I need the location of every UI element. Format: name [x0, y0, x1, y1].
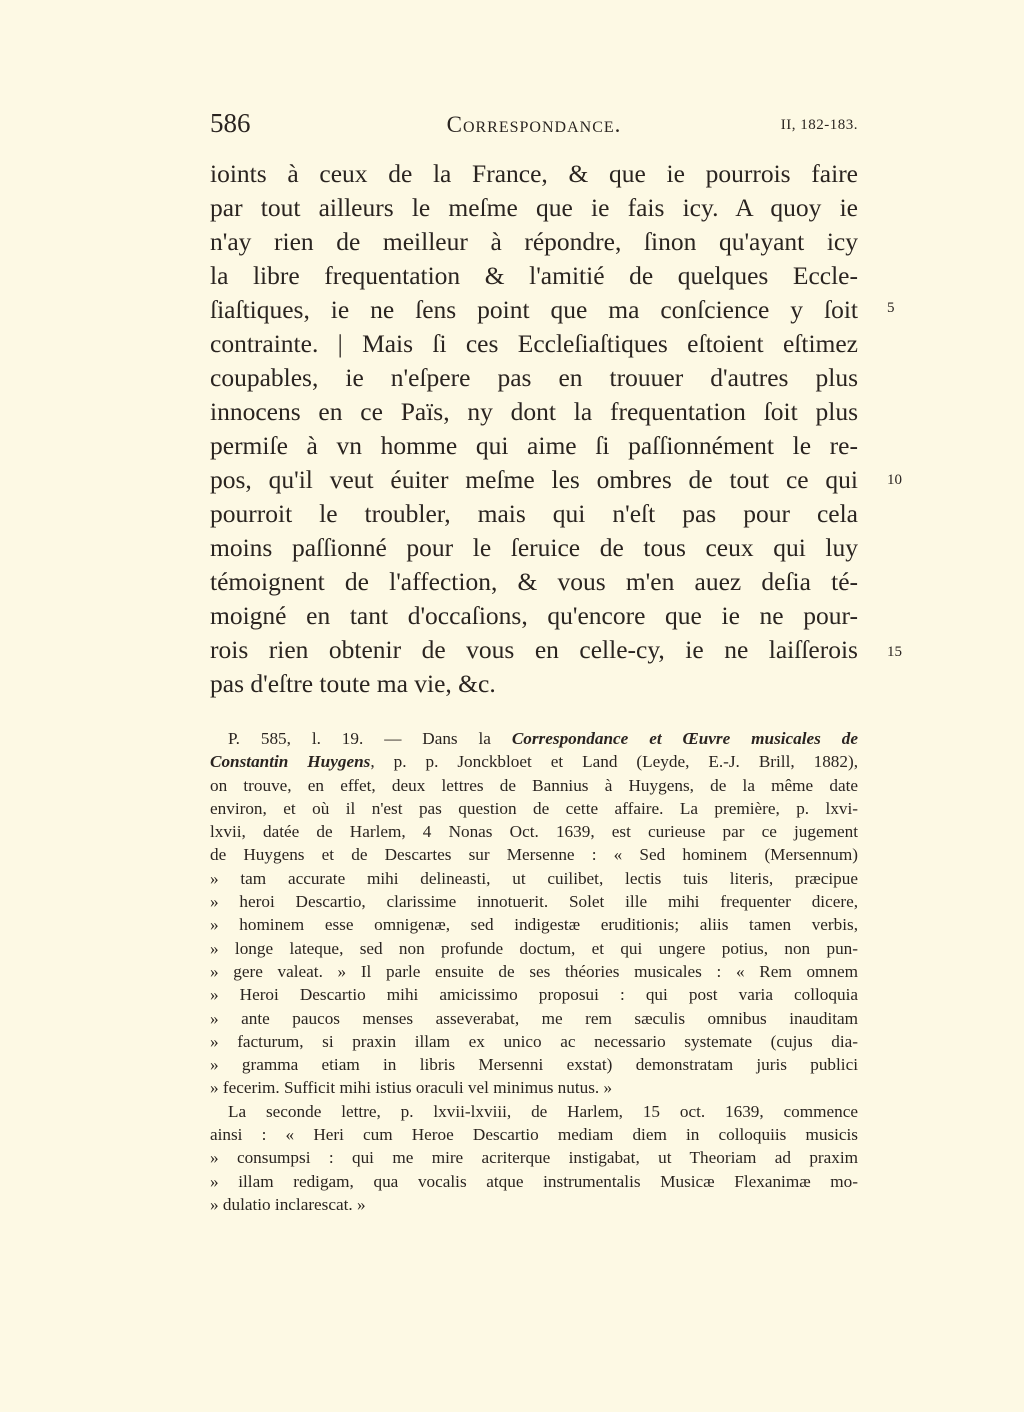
- text-line: témoignent de l'affection, & vous m'en auez deſia té-: [210, 567, 858, 596]
- text-line: contrainte. | Mais ſi ces Eccleſiaſtiques eſtoient eſtimez: [210, 329, 858, 358]
- text-line: pourroit le troubler, mais qui n'eſt pas pour cela: [210, 499, 858, 528]
- text-line: pas d'eſtre toute ma vie, &c.: [210, 669, 496, 698]
- text-line: ioints à ceux de la France, & que ie pourrois faire: [210, 159, 858, 188]
- footnote-line: » hominem esse omnigenæ, sed indigestæ eruditionis; aliis tamen verbis,: [210, 915, 858, 935]
- footnote-line: » Heroi Descartio mihi amicissimo proposui : qui post varia colloquia: [210, 985, 858, 1005]
- text-line: par tout ailleurs le meſme que ie fais icy. A quoy ie: [210, 193, 858, 222]
- text-line: rois rien obtenir de vous en celle-cy, ie ne laiſſerois: [210, 635, 858, 664]
- text-line: innocens en ce Païs, ny dont la frequentation ſoit plus: [210, 397, 858, 426]
- line-number-marker: 5: [887, 300, 895, 316]
- running-title: Correspondance.: [446, 112, 622, 137]
- footnote-line: » ante paucos menses asseverabat, me rem sæculis omnibus inauditam: [210, 1008, 858, 1028]
- footnote-line: » gere valeat. » Il parle ensuite de ses théories musicales : « Rem omnem: [210, 961, 858, 981]
- footnote-line: » longe lateque, sed non profunde doctum, et qui ungere potius, non pun-: [210, 938, 858, 958]
- line-number-marker: 15: [887, 644, 902, 660]
- text-line: moigné en tant d'occaſions, qu'encore que ie ne pour-: [210, 601, 858, 630]
- text-line: la libre frequentation & l'amitié de quelques Eccle-: [210, 261, 858, 290]
- text-line: permiſe à vn homme qui aime ſi paſſionnément le re-: [210, 431, 858, 460]
- footnote-line: de Huygens et de Descartes sur Mersenne : « Sed hominem (Mersennum): [210, 845, 858, 865]
- text-line: moins paſſionné pour le ſeruice de tous ceux qui luy: [210, 533, 858, 562]
- footnote-line: La seconde lettre, p. lxvii-lxviii, de Harlem, 15 oct. 1639, commence: [228, 1101, 858, 1121]
- text-line: pos, qu'il veut éuiter meſme les ombres de tout ce qui: [210, 465, 858, 494]
- footnote-line: P. 585, l. 19. — Dans la Correspondance et Œuvre musicales de: [228, 729, 858, 748]
- book-title: Correspondance et Œuvre musicales de: [511, 729, 858, 748]
- running-header: [210, 108, 858, 148]
- footnote-line: environ, et où il n'est pas question de cette affaire. La première, p. lxvi-: [210, 798, 858, 818]
- volume-reference: II, 182-183.: [780, 117, 858, 133]
- footnote-line: » tam accurate mihi delineasti, ut cuilibet, lectis tuis literis, præcipue: [210, 868, 858, 888]
- book-title-continued: Constantin Huygens: [210, 752, 371, 772]
- line-number-marker: 10: [887, 472, 902, 488]
- page-number: 586: [210, 108, 251, 138]
- footnote-line: » fecerim. Sufficit mihi istius oraculi vel minimus nutus. »: [210, 1078, 613, 1098]
- footnote-line: » illam redigam, qua vocalis atque instrumentalis Musicæ Flexanimæ mo-: [210, 1171, 858, 1191]
- footnote-line: on trouve, en effet, deux lettres de Bannius à Huygens, de la même date: [210, 775, 858, 795]
- footnote-line: » gramma etiam in libris Mersenni exstat) demonstratam juris publici: [210, 1055, 858, 1075]
- footnote-line: » dulatio inclarescat. »: [210, 1194, 366, 1214]
- text-line: n'ay rien de meilleur à répondre, ſinon qu'ayant icy: [210, 227, 858, 256]
- text-line: coupables, ie n'eſpere pas en trouuer d'autres plus: [210, 363, 858, 392]
- footnote-line: Constantin Huygens, p. p. Jonckbloet et Land (Leyde, E.-J. Brill, 1882),: [210, 752, 858, 772]
- footnote-line: » consumpsi : qui me mire acriterque instigabat, ut Theoriam ad praxim: [210, 1148, 858, 1168]
- footnote: [210, 727, 858, 1216]
- footnote-line: » facturum, si praxin illam ex unico ac necessario systemate (cujus dia-: [210, 1031, 858, 1051]
- footnote-line: » heroi Descartio, clarissime innotuerit. Solet ille mihi frequenter dicere,: [210, 892, 858, 912]
- text-line: ſiaſtiques, ie ne ſens point que ma conſcience y ſoit: [210, 295, 858, 324]
- footnote-line: ainsi : « Heri cum Heroe Descartio mediam diem in colloquiis musicis: [210, 1125, 858, 1145]
- footnote-line: lxvii, datée de Harlem, 4 Nonas Oct. 1639, est curieuse par ce jugement: [210, 822, 858, 842]
- letter-text: [210, 157, 858, 701]
